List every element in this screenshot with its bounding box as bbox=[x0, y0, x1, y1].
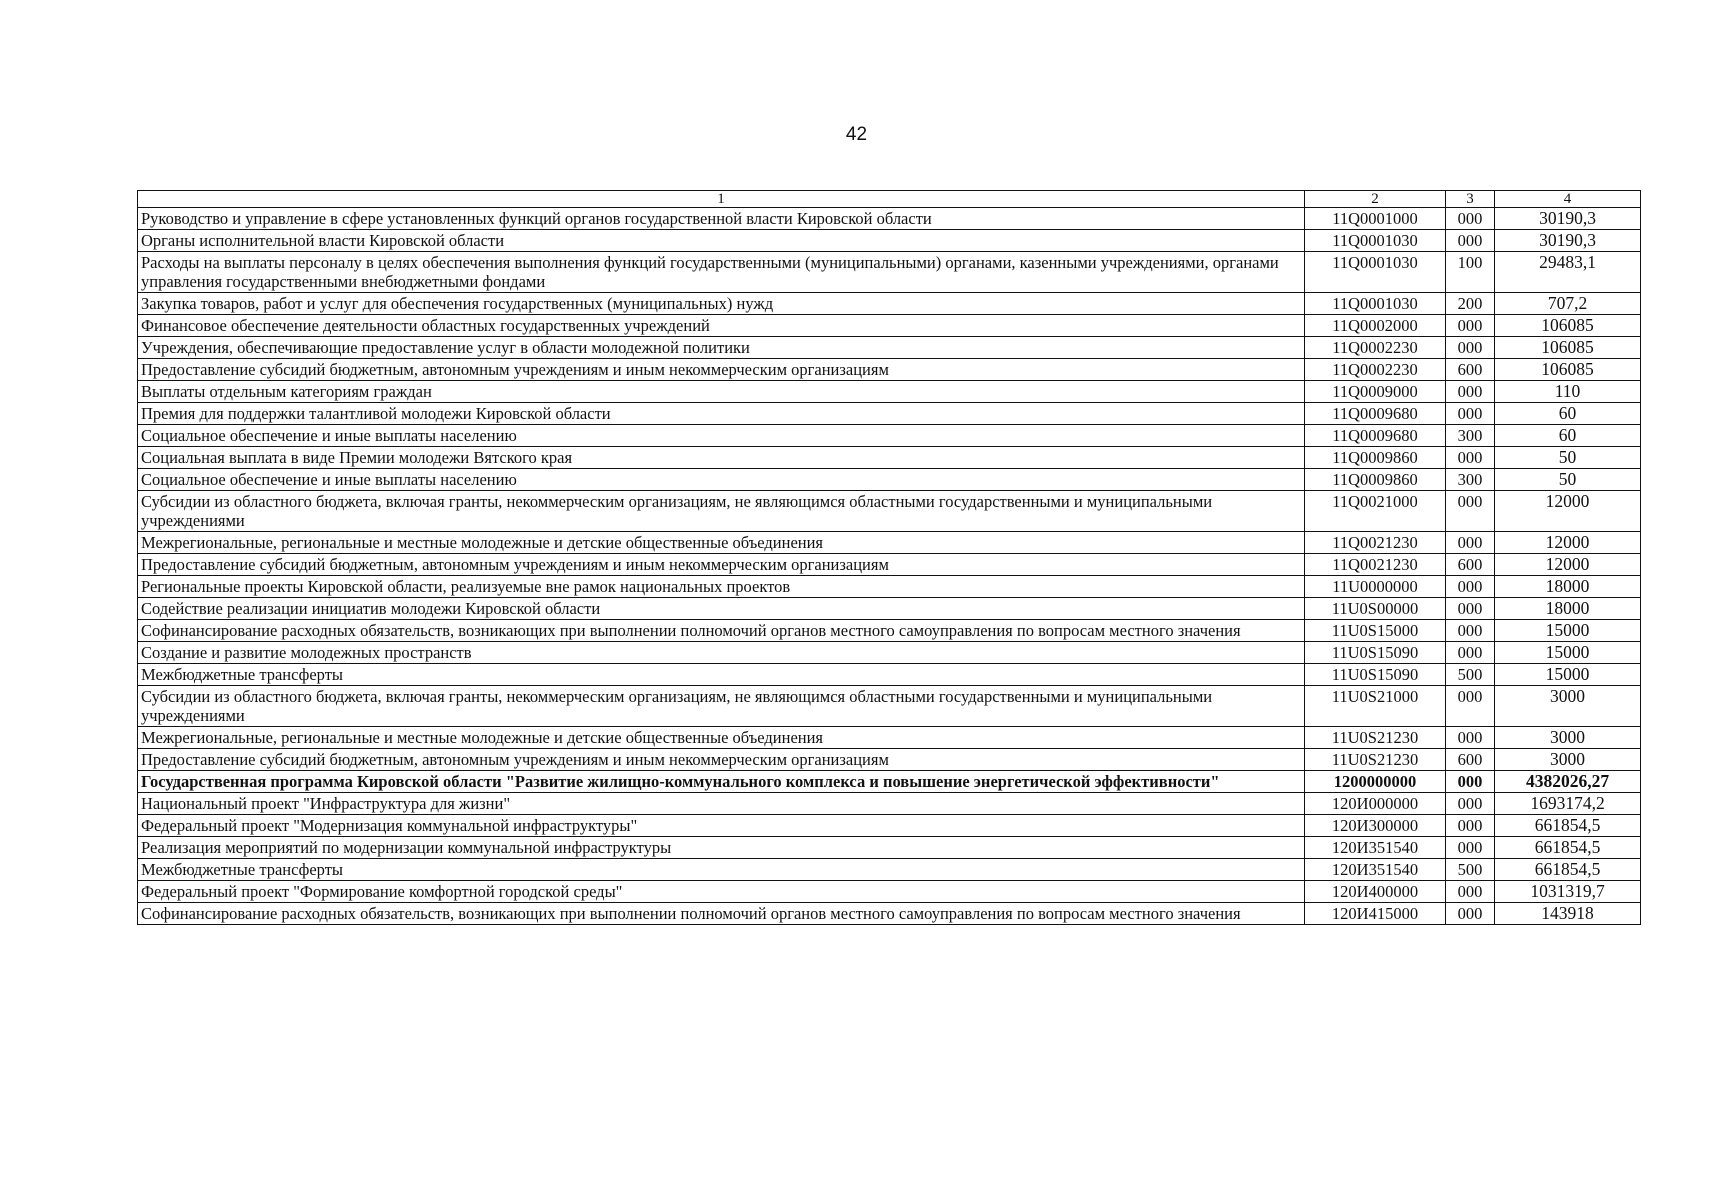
cell-amount: 30190,3 bbox=[1495, 208, 1641, 230]
cell-amount: 1031319,7 bbox=[1495, 881, 1641, 903]
table-row bbox=[138, 554, 1641, 576]
cell-kind: 000 bbox=[1446, 903, 1495, 925]
cell-code: 11Q0001030 bbox=[1305, 230, 1446, 252]
table-row bbox=[138, 293, 1641, 315]
table-row bbox=[138, 337, 1641, 359]
cell-code: 120И415000 bbox=[1305, 903, 1446, 925]
cell-name: Руководство и управление в сфере установленных функций органов государственной власти Кировской области bbox=[138, 208, 1305, 230]
table-row bbox=[138, 532, 1641, 554]
table-row bbox=[138, 620, 1641, 642]
cell-code: 120И000000 bbox=[1305, 793, 1446, 815]
cell-amount: 110 bbox=[1495, 381, 1641, 403]
cell-amount: 3000 bbox=[1495, 686, 1641, 727]
cell-amount: 18000 bbox=[1495, 598, 1641, 620]
cell-name: Межбюджетные трансферты bbox=[138, 859, 1305, 881]
page-number: 42 bbox=[845, 124, 868, 145]
cell-code: 11U0S15090 bbox=[1305, 664, 1446, 686]
cell-code: 11Q0021230 bbox=[1305, 554, 1446, 576]
cell-code: 11Q0002230 bbox=[1305, 359, 1446, 381]
cell-name: Премия для поддержки талантливой молодежи Кировской области bbox=[138, 403, 1305, 425]
cell-code: 120И300000 bbox=[1305, 815, 1446, 837]
cell-kind: 000 bbox=[1446, 837, 1495, 859]
cell-amount: 60 bbox=[1495, 403, 1641, 425]
cell-kind: 500 bbox=[1446, 859, 1495, 881]
cell-name: Региональные проекты Кировской области, реализуемые вне рамок национальных проектов bbox=[138, 576, 1305, 598]
cell-kind: 000 bbox=[1446, 230, 1495, 252]
table-row bbox=[138, 749, 1641, 771]
cell-amount: 50 bbox=[1495, 469, 1641, 491]
cell-kind: 300 bbox=[1446, 425, 1495, 447]
cell-amount: 18000 bbox=[1495, 576, 1641, 598]
column-header-name: 1 bbox=[138, 191, 1305, 208]
cell-name: Предоставление субсидий бюджетным, автономным учреждениям и иным некоммерческим организациям bbox=[138, 554, 1305, 576]
cell-amount: 106085 bbox=[1495, 315, 1641, 337]
table-row bbox=[138, 315, 1641, 337]
table-row bbox=[138, 771, 1641, 793]
cell-code: 11U0S21000 bbox=[1305, 686, 1446, 727]
cell-code: 11Q0009680 bbox=[1305, 425, 1446, 447]
cell-code: 11Q0001030 bbox=[1305, 252, 1446, 293]
table-row bbox=[138, 381, 1641, 403]
cell-name: Софинансирование расходных обязательств, возникающих при выполнении полномочий органов местного самоуправления по вопросам местного значения bbox=[138, 620, 1305, 642]
cell-kind: 100 bbox=[1446, 252, 1495, 293]
cell-code: 11Q0001030 bbox=[1305, 293, 1446, 315]
cell-name: Социальное обеспечение и иные выплаты населению bbox=[138, 469, 1305, 491]
cell-kind: 500 bbox=[1446, 664, 1495, 686]
cell-code: 11Q0021230 bbox=[1305, 532, 1446, 554]
table-row bbox=[138, 815, 1641, 837]
cell-name: Содействие реализации инициатив молодежи Кировской области bbox=[138, 598, 1305, 620]
cell-amount: 60 bbox=[1495, 425, 1641, 447]
cell-code: 11Q0009860 bbox=[1305, 447, 1446, 469]
cell-kind: 000 bbox=[1446, 686, 1495, 727]
cell-kind: 600 bbox=[1446, 749, 1495, 771]
cell-kind: 600 bbox=[1446, 359, 1495, 381]
column-header-kind: 3 bbox=[1446, 191, 1495, 208]
cell-code: 11U0S00000 bbox=[1305, 598, 1446, 620]
table-row bbox=[138, 491, 1641, 532]
table-row bbox=[138, 664, 1641, 686]
cell-amount: 15000 bbox=[1495, 620, 1641, 642]
cell-name: Создание и развитие молодежных пространств bbox=[138, 642, 1305, 664]
cell-code: 11U0S21230 bbox=[1305, 749, 1446, 771]
cell-name: Софинансирование расходных обязательств, возникающих при выполнении полномочий органов местного самоуправления по вопросам местного значения bbox=[138, 903, 1305, 925]
cell-amount: 15000 bbox=[1495, 664, 1641, 686]
table-row bbox=[138, 403, 1641, 425]
cell-kind: 000 bbox=[1446, 793, 1495, 815]
cell-name: Органы исполнительной власти Кировской области bbox=[138, 230, 1305, 252]
cell-code: 120И351540 bbox=[1305, 859, 1446, 881]
table-row bbox=[138, 447, 1641, 469]
table-row bbox=[138, 642, 1641, 664]
table-row bbox=[138, 230, 1641, 252]
cell-name: Социальная выплата в виде Премии молодежи Вятского края bbox=[138, 447, 1305, 469]
cell-code: 120И351540 bbox=[1305, 837, 1446, 859]
cell-name: Федеральный проект "Формирование комфортной городской среды" bbox=[138, 881, 1305, 903]
table-row bbox=[138, 686, 1641, 727]
cell-name: Закупка товаров, работ и услуг для обеспечения государственных (муниципальных) нужд bbox=[138, 293, 1305, 315]
table-row bbox=[138, 598, 1641, 620]
cell-kind: 000 bbox=[1446, 532, 1495, 554]
cell-amount: 661854,5 bbox=[1495, 859, 1641, 881]
table-row bbox=[138, 576, 1641, 598]
cell-code: 1200000000 bbox=[1305, 771, 1446, 793]
cell-amount: 707,2 bbox=[1495, 293, 1641, 315]
cell-kind: 000 bbox=[1446, 620, 1495, 642]
cell-name: Межрегиональные, региональные и местные молодежные и детские общественные объединения bbox=[138, 727, 1305, 749]
cell-code: 11Q0002000 bbox=[1305, 315, 1446, 337]
cell-kind: 000 bbox=[1446, 403, 1495, 425]
cell-code: 11U0S15000 bbox=[1305, 620, 1446, 642]
cell-kind: 000 bbox=[1446, 771, 1495, 793]
budget-table bbox=[137, 190, 1641, 925]
cell-code: 120И400000 bbox=[1305, 881, 1446, 903]
cell-amount: 143918 bbox=[1495, 903, 1641, 925]
column-header-code: 2 bbox=[1305, 191, 1446, 208]
table-row bbox=[138, 727, 1641, 749]
cell-kind: 000 bbox=[1446, 315, 1495, 337]
cell-amount: 29483,1 bbox=[1495, 252, 1641, 293]
cell-name: Государственная программа Кировской области "Развитие жилищно-коммунального комплекса и повышение энергетической эффективности" bbox=[138, 771, 1305, 793]
cell-kind: 000 bbox=[1446, 642, 1495, 664]
cell-code: 11U0S15090 bbox=[1305, 642, 1446, 664]
cell-code: 11Q0021000 bbox=[1305, 491, 1446, 532]
table-header-row bbox=[138, 191, 1641, 208]
cell-name: Социальное обеспечение и иные выплаты населению bbox=[138, 425, 1305, 447]
cell-kind: 300 bbox=[1446, 469, 1495, 491]
cell-kind: 000 bbox=[1446, 337, 1495, 359]
cell-code: 11Q0009680 bbox=[1305, 403, 1446, 425]
column-header-amount: 4 bbox=[1495, 191, 1641, 208]
cell-amount: 3000 bbox=[1495, 749, 1641, 771]
table-row bbox=[138, 359, 1641, 381]
cell-amount: 30190,3 bbox=[1495, 230, 1641, 252]
cell-name: Реализация мероприятий по модернизации коммунальной инфраструктуры bbox=[138, 837, 1305, 859]
cell-amount: 12000 bbox=[1495, 532, 1641, 554]
cell-name: Финансовое обеспечение деятельности областных государственных учреждений bbox=[138, 315, 1305, 337]
cell-name: Предоставление субсидий бюджетным, автономным учреждениям и иным некоммерческим организациям bbox=[138, 749, 1305, 771]
cell-kind: 000 bbox=[1446, 447, 1495, 469]
cell-kind: 000 bbox=[1446, 815, 1495, 837]
table-row bbox=[138, 208, 1641, 230]
cell-code: 11U0S21230 bbox=[1305, 727, 1446, 749]
cell-kind: 000 bbox=[1446, 381, 1495, 403]
cell-code: 11Q0002230 bbox=[1305, 337, 1446, 359]
cell-kind: 000 bbox=[1446, 727, 1495, 749]
cell-amount: 3000 bbox=[1495, 727, 1641, 749]
cell-name: Субсидии из областного бюджета, включая гранты, некоммерческим организациям, не являющимся областными государственными и муниципальными учреждениями bbox=[138, 491, 1305, 532]
cell-code: 11Q0001000 bbox=[1305, 208, 1446, 230]
cell-amount: 661854,5 bbox=[1495, 815, 1641, 837]
cell-amount: 106085 bbox=[1495, 337, 1641, 359]
cell-amount: 50 bbox=[1495, 447, 1641, 469]
cell-name: Национальный проект "Инфраструктура для жизни" bbox=[138, 793, 1305, 815]
table-row bbox=[138, 859, 1641, 881]
cell-name: Субсидии из областного бюджета, включая гранты, некоммерческим организациям, не являющимся областными государственными и муниципальными учреждениями bbox=[138, 686, 1305, 727]
cell-name: Предоставление субсидий бюджетным, автономным учреждениям и иным некоммерческим организациям bbox=[138, 359, 1305, 381]
cell-kind: 000 bbox=[1446, 576, 1495, 598]
table-row bbox=[138, 425, 1641, 447]
cell-kind: 000 bbox=[1446, 491, 1495, 532]
cell-amount: 661854,5 bbox=[1495, 837, 1641, 859]
cell-name: Выплаты отдельным категориям граждан bbox=[138, 381, 1305, 403]
cell-amount: 12000 bbox=[1495, 491, 1641, 532]
cell-amount: 1693174,2 bbox=[1495, 793, 1641, 815]
cell-amount: 106085 bbox=[1495, 359, 1641, 381]
cell-name: Учреждения, обеспечивающие предоставление услуг в области молодежной политики bbox=[138, 337, 1305, 359]
table-row bbox=[138, 837, 1641, 859]
cell-name: Расходы на выплаты персоналу в целях обеспечения выполнения функций государственными (муниципальными) органами, казенными учреждениями, органами управления государственными внебюджетными фондами bbox=[138, 252, 1305, 293]
cell-kind: 000 bbox=[1446, 881, 1495, 903]
cell-amount: 15000 bbox=[1495, 642, 1641, 664]
cell-kind: 000 bbox=[1446, 208, 1495, 230]
cell-amount: 12000 bbox=[1495, 554, 1641, 576]
table-row bbox=[138, 903, 1641, 925]
table-row bbox=[138, 469, 1641, 491]
cell-kind: 000 bbox=[1446, 598, 1495, 620]
table-row bbox=[138, 793, 1641, 815]
table-row bbox=[138, 881, 1641, 903]
cell-name: Федеральный проект "Модернизация коммунальной инфраструктуры" bbox=[138, 815, 1305, 837]
cell-code: 11U0000000 bbox=[1305, 576, 1446, 598]
cell-name: Межбюджетные трансферты bbox=[138, 664, 1305, 686]
cell-code: 11Q0009000 bbox=[1305, 381, 1446, 403]
cell-kind: 200 bbox=[1446, 293, 1495, 315]
cell-kind: 600 bbox=[1446, 554, 1495, 576]
cell-amount: 4382026,27 bbox=[1495, 771, 1641, 793]
table-row bbox=[138, 252, 1641, 293]
cell-name: Межрегиональные, региональные и местные молодежные и детские общественные объединения bbox=[138, 532, 1305, 554]
cell-code: 11Q0009860 bbox=[1305, 469, 1446, 491]
